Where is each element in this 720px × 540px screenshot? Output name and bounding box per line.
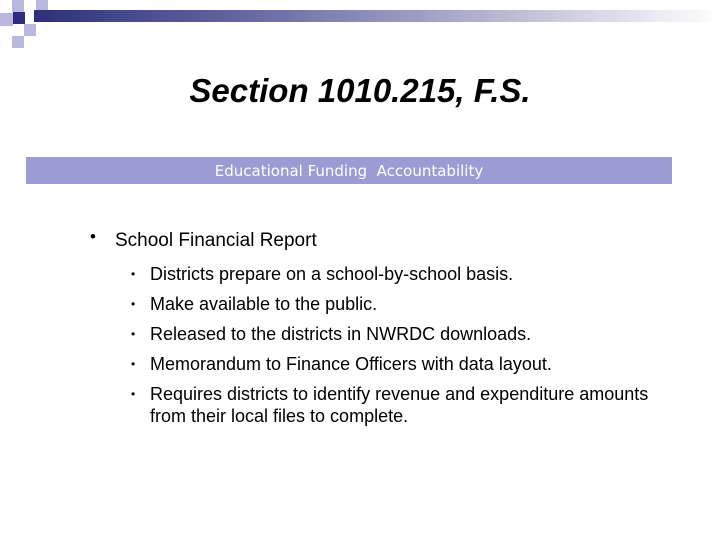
deco-square-3 xyxy=(0,13,13,26)
sub-bullet-text: Requires districts to identify revenue and expenditure amounts from their local files to complete. xyxy=(150,384,649,426)
banner: Educational Funding Accountability xyxy=(26,157,672,184)
bullet-icon: • xyxy=(90,227,96,246)
sub-bullet-item xyxy=(131,383,651,427)
sub-bullet-item xyxy=(131,263,651,285)
deco-square-5 xyxy=(24,24,36,36)
sub-bullet-text: Released to the districts in NWRDC downloads. xyxy=(150,324,532,344)
sub-bullet-item xyxy=(131,353,651,375)
bullet-icon: • xyxy=(131,357,136,371)
sub-bullet-text: Districts prepare on a school-by-school basis. xyxy=(150,264,514,284)
bullet-icon: • xyxy=(131,297,136,311)
deco-square-4 xyxy=(13,12,25,24)
slide-title: Section 1010.215, F.S. xyxy=(189,72,531,109)
sub-bullet-list xyxy=(131,263,651,435)
deco-square-1 xyxy=(12,0,24,12)
sub-bullet-item xyxy=(131,323,651,345)
sub-bullet-text: Make available to the public. xyxy=(150,294,378,314)
main-bullet-text: School Financial Report xyxy=(115,230,317,251)
bullet-icon: • xyxy=(131,267,136,281)
sub-bullet-item xyxy=(131,293,651,315)
deco-square-6 xyxy=(12,36,24,48)
bullet-icon: • xyxy=(131,387,136,401)
bullet-icon: • xyxy=(131,327,136,341)
sub-bullet-text: Memorandum to Finance Officers with data layout. xyxy=(150,354,552,374)
header-gradient-bar xyxy=(34,10,720,22)
